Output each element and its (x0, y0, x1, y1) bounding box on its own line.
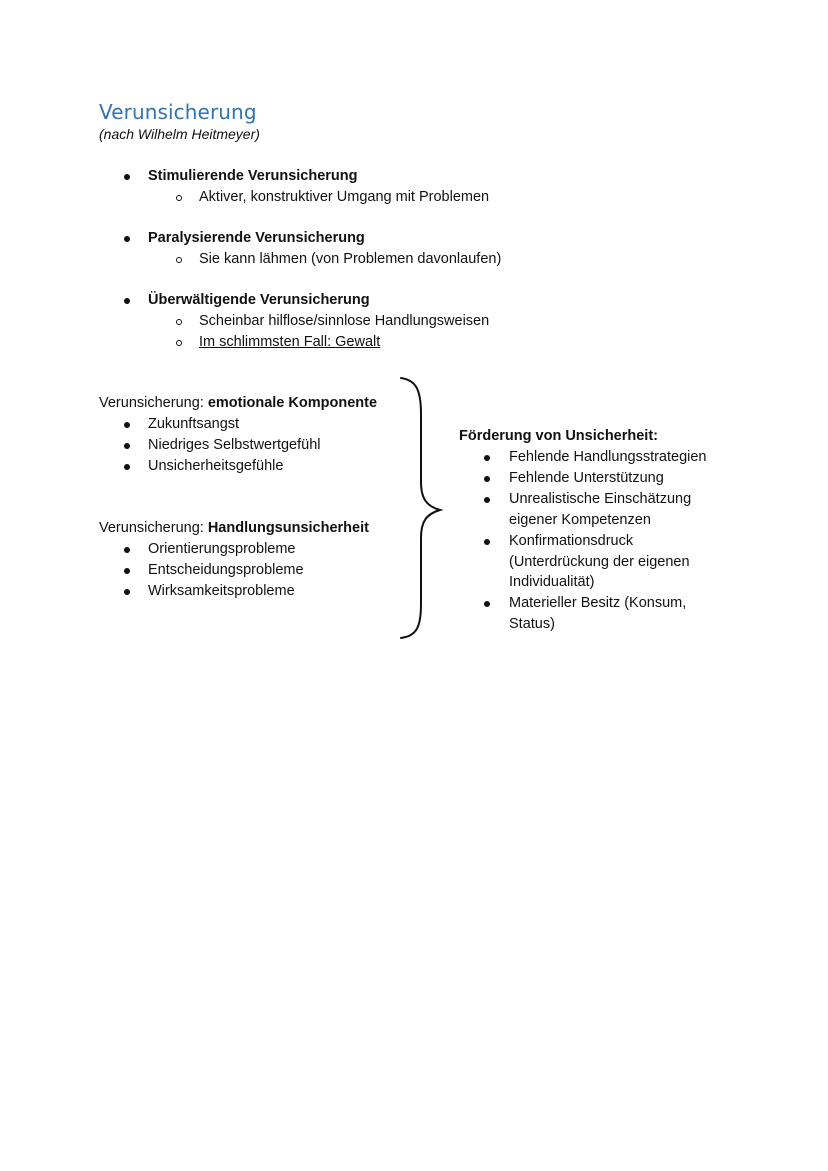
promotion-item: Unrealistische Einschätzung (509, 491, 692, 507)
bullet-icon (124, 547, 130, 553)
promotion-item-continuation: eigener Kompetenzen (509, 512, 651, 528)
bullet-icon (484, 497, 490, 503)
type-sub-item: Im schlimmsten Fall: Gewalt (199, 334, 381, 350)
bullet-icon (124, 589, 130, 595)
emotional-heading (99, 393, 377, 413)
action-heading (99, 518, 369, 538)
type-sub-item: Sie kann lähmen (von Problemen davonlaufen) (199, 251, 502, 267)
page-title: Verunsicherung (99, 100, 257, 124)
action-item: Orientierungsprobleme (148, 541, 296, 557)
promotion-item-continuation: (Unterdrückung der eigenen (509, 554, 690, 570)
type-label: Überwältigende Verunsicherung (148, 292, 370, 308)
bullet-icon (484, 476, 490, 482)
page-subtitle: (nach Wilhelm Heitmeyer) (99, 126, 260, 142)
bullet-icon (124, 298, 130, 304)
bullet-icon (484, 455, 490, 461)
emotional-item: Niedriges Selbstwertgefühl (148, 437, 321, 453)
right-curly-brace-icon (396, 374, 444, 642)
type-label: Paralysierende Verunsicherung (148, 230, 365, 246)
action-bold: Handlungsunsicherheit (207, 520, 369, 536)
promotion-item: Fehlende Unterstützung (509, 470, 664, 486)
bullet-icon (124, 236, 130, 242)
sub-bullet-icon (176, 195, 182, 201)
action-item: Wirksamkeitsprobleme (148, 583, 295, 599)
promotion-item: Fehlende Handlungsstrategien (509, 449, 707, 465)
promotion-item: Konfirmationsdruck (509, 533, 634, 549)
bullet-icon (484, 601, 490, 607)
sub-bullet-icon (176, 340, 182, 346)
promotion-item-continuation: Individualität) (509, 574, 595, 590)
type-sub-item: Scheinbar hilflose/sinnlose Handlungsweisen (199, 313, 490, 329)
bullet-icon (124, 422, 130, 428)
emotional-bold: emotionale Komponente (207, 395, 378, 411)
bullet-icon (124, 443, 130, 449)
action-prefix: Verunsicherung: (99, 520, 208, 536)
emotional-item: Unsicherheitsgefühle (148, 458, 284, 474)
promotion-heading: Förderung von Unsicherheit: (459, 428, 658, 444)
sub-bullet-icon (176, 257, 182, 263)
bullet-icon (124, 568, 130, 574)
action-item: Entscheidungsprobleme (148, 562, 304, 578)
emotional-item: Zukunftsangst (148, 416, 240, 432)
bullet-icon (124, 464, 130, 470)
type-sub-item: Aktiver, konstruktiver Umgang mit Problemen (199, 189, 490, 205)
type-label: Stimulierende Verunsicherung (148, 168, 358, 184)
bullet-icon (124, 174, 130, 180)
bullet-icon (484, 539, 490, 545)
promotion-item-continuation: Status) (509, 616, 555, 632)
sub-bullet-icon (176, 319, 182, 325)
emotional-prefix: Verunsicherung: (99, 395, 208, 411)
promotion-item: Materieller Besitz (Konsum, (509, 595, 687, 611)
